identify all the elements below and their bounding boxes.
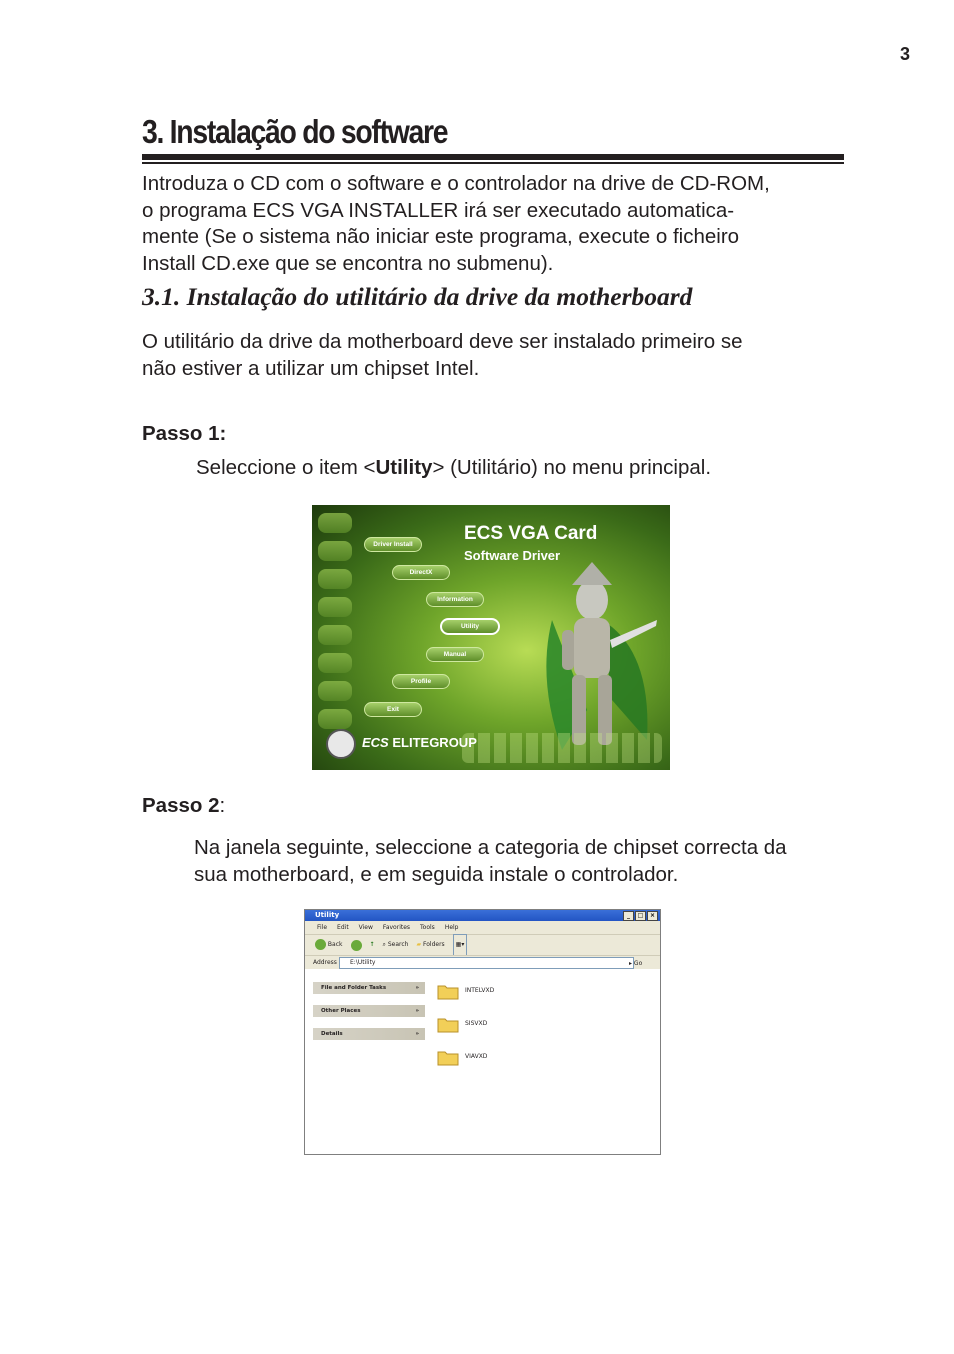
back-button[interactable] (315, 935, 343, 955)
folder-icon[interactable] (437, 1048, 459, 1066)
step1-text-bold: Utility (375, 456, 433, 479)
menu-view[interactable]: View (358, 924, 373, 931)
menu-bar (305, 921, 660, 934)
brand-text: ELITEGROUP (392, 735, 477, 750)
chevron-icon: » (415, 1008, 419, 1014)
toolbar (305, 934, 660, 955)
step2-text (194, 834, 864, 888)
go-label: Go (633, 960, 643, 967)
folder-name[interactable]: VIAVXD (465, 1053, 488, 1060)
menu-tools[interactable]: Tools (420, 924, 435, 931)
folder-icon: ▰ (416, 941, 422, 948)
intro-line: Introduza o CD com o software e o controlador na drive de CD-ROM, (142, 172, 770, 195)
menu-edit[interactable]: Edit (337, 924, 349, 931)
side-tab (318, 653, 352, 673)
panel-label: Other Places (321, 1008, 361, 1014)
side-tab (318, 681, 352, 701)
menu-driver-install[interactable]: Driver Install (364, 537, 422, 552)
panel-label: Details (321, 1031, 343, 1037)
go-button[interactable]: ▸ Go (629, 960, 643, 967)
intro-line: mente (Se o sistema não iniciar este programa, execute o ficheiro (142, 225, 740, 248)
step2-label (142, 794, 225, 818)
address-bar (305, 955, 660, 969)
window-titlebar (305, 910, 660, 921)
step1-text-after: > (Utilitário) no menu principal. (432, 456, 712, 479)
heading-rule-thick (142, 154, 844, 160)
menu-file[interactable]: File (317, 924, 328, 931)
back-icon (315, 939, 326, 950)
folder-icon[interactable] (437, 1015, 459, 1033)
folder-icon[interactable] (437, 982, 459, 1000)
section-heading: 3. Instalação do software (142, 113, 448, 150)
brand-label (362, 735, 477, 750)
step2-line: sua motherboard, e em seguida instale o controlador. (194, 863, 679, 886)
folder-name[interactable]: INTELVXD (465, 987, 495, 994)
side-tab (318, 625, 352, 645)
heading-rule-thin (142, 162, 844, 164)
intro-line: o programa ECS VGA INSTALLER irá ser executado automatica- (142, 198, 735, 222)
subsection-heading: 3.1. Instalação do utilitário da drive da motherboard (142, 282, 693, 311)
badge-logo (326, 729, 356, 759)
side-tab (318, 569, 352, 589)
chevron-icon: » (415, 1031, 419, 1037)
menu-information[interactable]: Information (426, 592, 484, 607)
side-tab (318, 513, 352, 533)
panel-details[interactable] (313, 1028, 425, 1040)
views-icon[interactable]: ▦▾ (453, 934, 468, 956)
folders-label: Folders (423, 941, 445, 948)
chevron-icon: » (415, 985, 419, 991)
panel-label: File and Folder Tasks (321, 985, 387, 991)
address-label: Address (313, 959, 337, 966)
back-label: Back (327, 941, 343, 948)
menu-favorites[interactable]: Favorites (382, 924, 411, 931)
brand-mark: ECS (362, 735, 389, 750)
maximize-icon[interactable]: □ (635, 911, 646, 921)
forward-icon[interactable] (351, 940, 362, 951)
panel-file-folder-tasks[interactable] (313, 982, 425, 994)
explorer-window (304, 909, 661, 1155)
page-number: 3 (900, 44, 911, 64)
close-icon[interactable]: × (647, 911, 658, 921)
description-line: O utilitário da drive da motherboard deve ser instalado primeiro se (142, 330, 743, 353)
panel-other-places[interactable] (313, 1005, 425, 1017)
menu-help[interactable]: Help (444, 924, 459, 931)
decor-strip (462, 733, 662, 763)
folders-button[interactable] (416, 935, 444, 955)
menu-exit[interactable]: Exit (364, 702, 422, 717)
step2-label-text: Passo 2 (142, 794, 220, 817)
step1-text-before: Seleccione o item < (196, 456, 376, 479)
intro-paragraph (142, 171, 852, 277)
address-input[interactable]: E:\Utility (339, 957, 634, 969)
side-tab (318, 541, 352, 561)
intro-line: Install CD.exe que se encontra no submenu). (142, 251, 554, 275)
step2-line: Na janela seguinte, seleccione a categoria de chipset correcta da (194, 836, 787, 859)
folder-name[interactable]: SISVXD (465, 1020, 488, 1027)
description-line: não estiver a utilizar um chipset Intel. (142, 356, 480, 380)
installer-title: ECS VGA Card (464, 523, 598, 544)
installer-subtitle: Software Driver (464, 548, 561, 563)
menu-profile[interactable]: Profile (392, 674, 450, 689)
up-icon[interactable]: ↑ (369, 941, 375, 948)
step1-text (196, 456, 711, 480)
search-button[interactable] (383, 935, 409, 955)
menu-directx[interactable]: DirectX (392, 565, 450, 580)
side-tab (318, 709, 352, 729)
minimize-icon[interactable]: _ (623, 911, 634, 921)
side-tab (318, 597, 352, 617)
installer-screenshot (312, 505, 670, 770)
menu-manual[interactable]: Manual (426, 647, 484, 662)
search-label: Search (387, 941, 409, 948)
step2-label-colon: : (219, 794, 226, 817)
step1-label: Passo 1: (142, 422, 227, 445)
description-paragraph (142, 329, 852, 382)
search-icon: ⌕ (382, 941, 386, 948)
window-title: Utility (315, 911, 340, 919)
menu-utility[interactable]: Utility (440, 618, 500, 635)
